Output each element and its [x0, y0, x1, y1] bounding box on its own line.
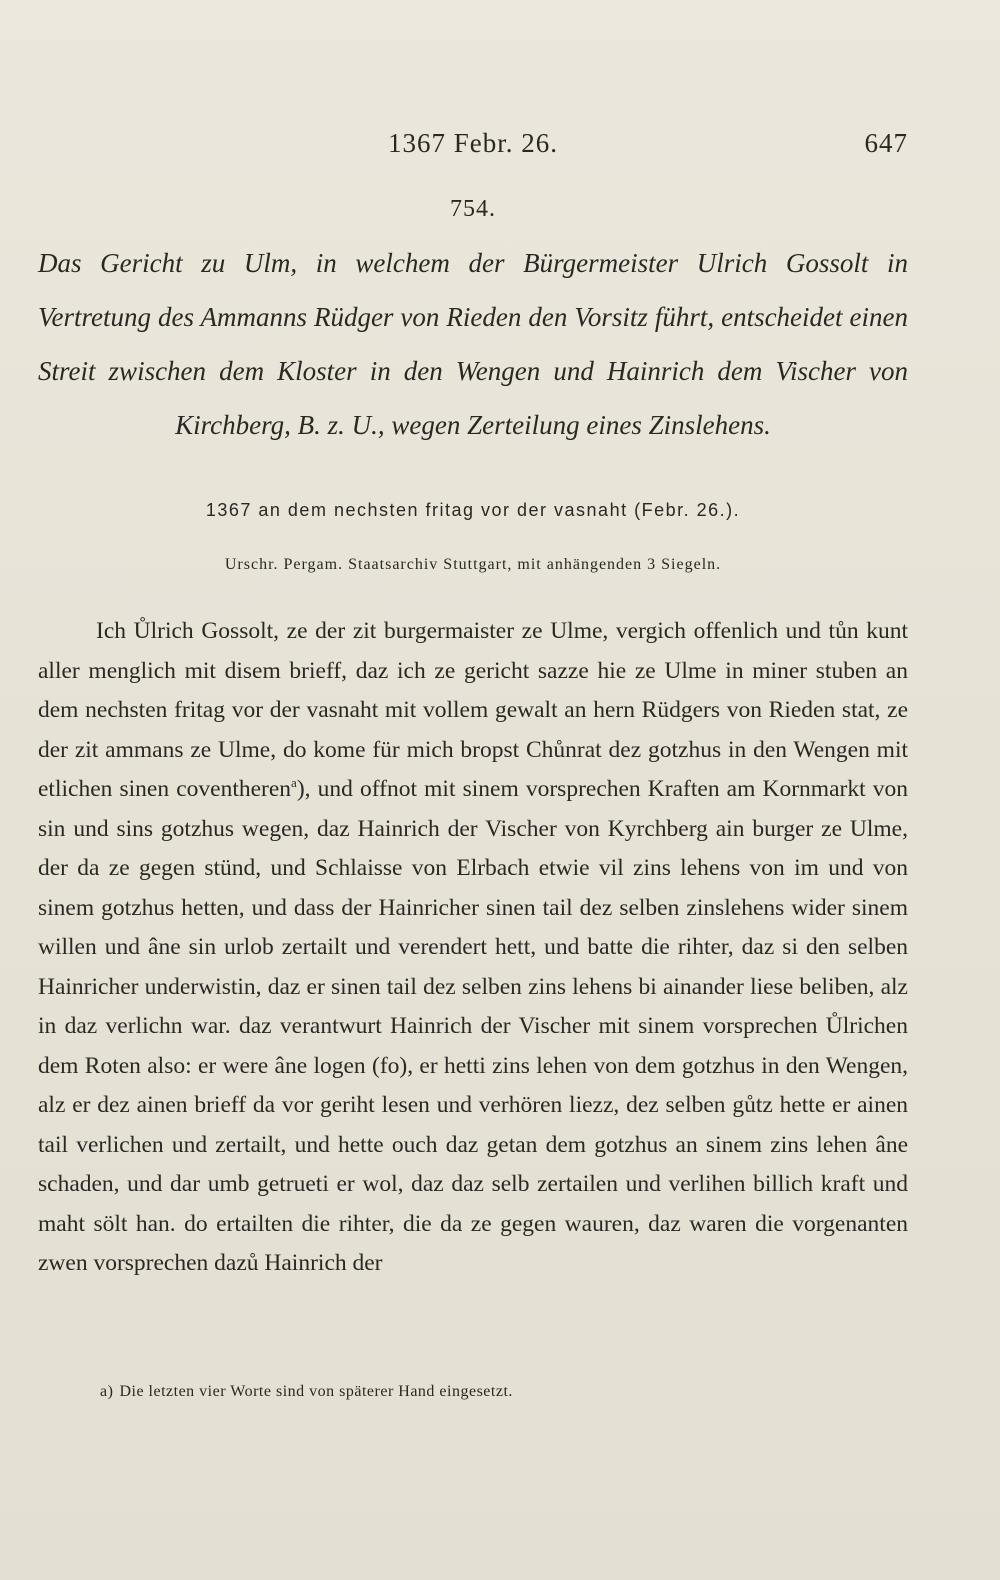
charter-text-part-2: ), und offnot mit sinem vorsprechen Kraften am Kornmarkt von sin und sins gotzhus wegen, daz Hainrich der Vischer von Kyrchberg ain burger ze Ulme, der da ze gegen stünd, und Schlaisse von Elrbach etwie vil zins lehens von im und von sinem gotzhus hetten, und dass der Hainricher sinen tail dez selben zinslehens wider sinem willen und âne sin urlob zertailt und verendert hett, und batte die rihter, daz si den selben Hainricher underwistin, daz er sinen tail dez selben zins lehens bi ainander liese beliben, alz in daz verlichn war. daz verantwurt Hainrich der Vischer mit sinem vorsprechen Ůlrichen dem Roten also: er were âne logen (fo), er hetti zins lehen von dem gotzhus in den Wengen, alz er dez ainen brieff da vor geriht lesen und verhören liezz, dez selben gůtz hette er ainen tail verlichen und zertailt, und hette ouch daz getan dem gotzhus an sinem zins lehen âne schaden, und dar umb getrueti er wol, daz daz selb zertailen und verlihen billich kraft und maht sölt han. do ertailten die rihter, die da ze gegen wauren, daz waren die vorgenanten zwen vorsprechen dazů Hainrich der [38, 776, 908, 1276]
source-note: Urschr. Pergam. Staatsarchiv Stuttgart, mit anhängenden 3 Siegeln. [224, 556, 722, 573]
footnote-reference: a [291, 775, 297, 791]
dating-line: 1367 an dem nechsten fritag vor der vasnaht (Febr. 26.). [205, 500, 741, 520]
document-number: 754. [450, 196, 496, 222]
charter-text-part-1: Ich Ůlrich Gossolt, ze der zit burgermaister ze Ulme, vergich offenlich und tůn kunt aller menglich mit disem brieff, daz ich ze gericht sazze hie ze Ulme in miner stuben an dem nechsten fritag vor der vasnaht mit vollem gewalt an hern Rüdgers von Rieden stat, ze der zit ammans ze Ulme, do kome für mich bropst Chůnrat dez gotzhus in den Wengen mit etlichen sinen coventheren [38, 618, 908, 802]
footnote-text: Die letzten vier Worte sind von späterer Hand eingesetzt. [119, 1383, 513, 1400]
charter-text [38, 612, 908, 1284]
running-head [38, 128, 908, 168]
header-date: 1367 Febr. 26. [387, 128, 558, 158]
regest-summary: Das Gericht zu Ulm, in welchem der Bürgermeister Ulrich Gossolt in Vertretung des Ammanns Rüdger von Rieden den Vorsitz führt, entscheidet einen Streit zwischen dem Kloster in den Wengen und Hainrich dem Vischer von Kirchberg, B. z. U., wegen Zerteilung eines Zinslehens. [38, 248, 908, 440]
footnote-label: a) [100, 1383, 114, 1400]
footnote [100, 1383, 900, 1401]
charter-paragraph [38, 612, 908, 1284]
page-number: 647 [864, 128, 908, 158]
